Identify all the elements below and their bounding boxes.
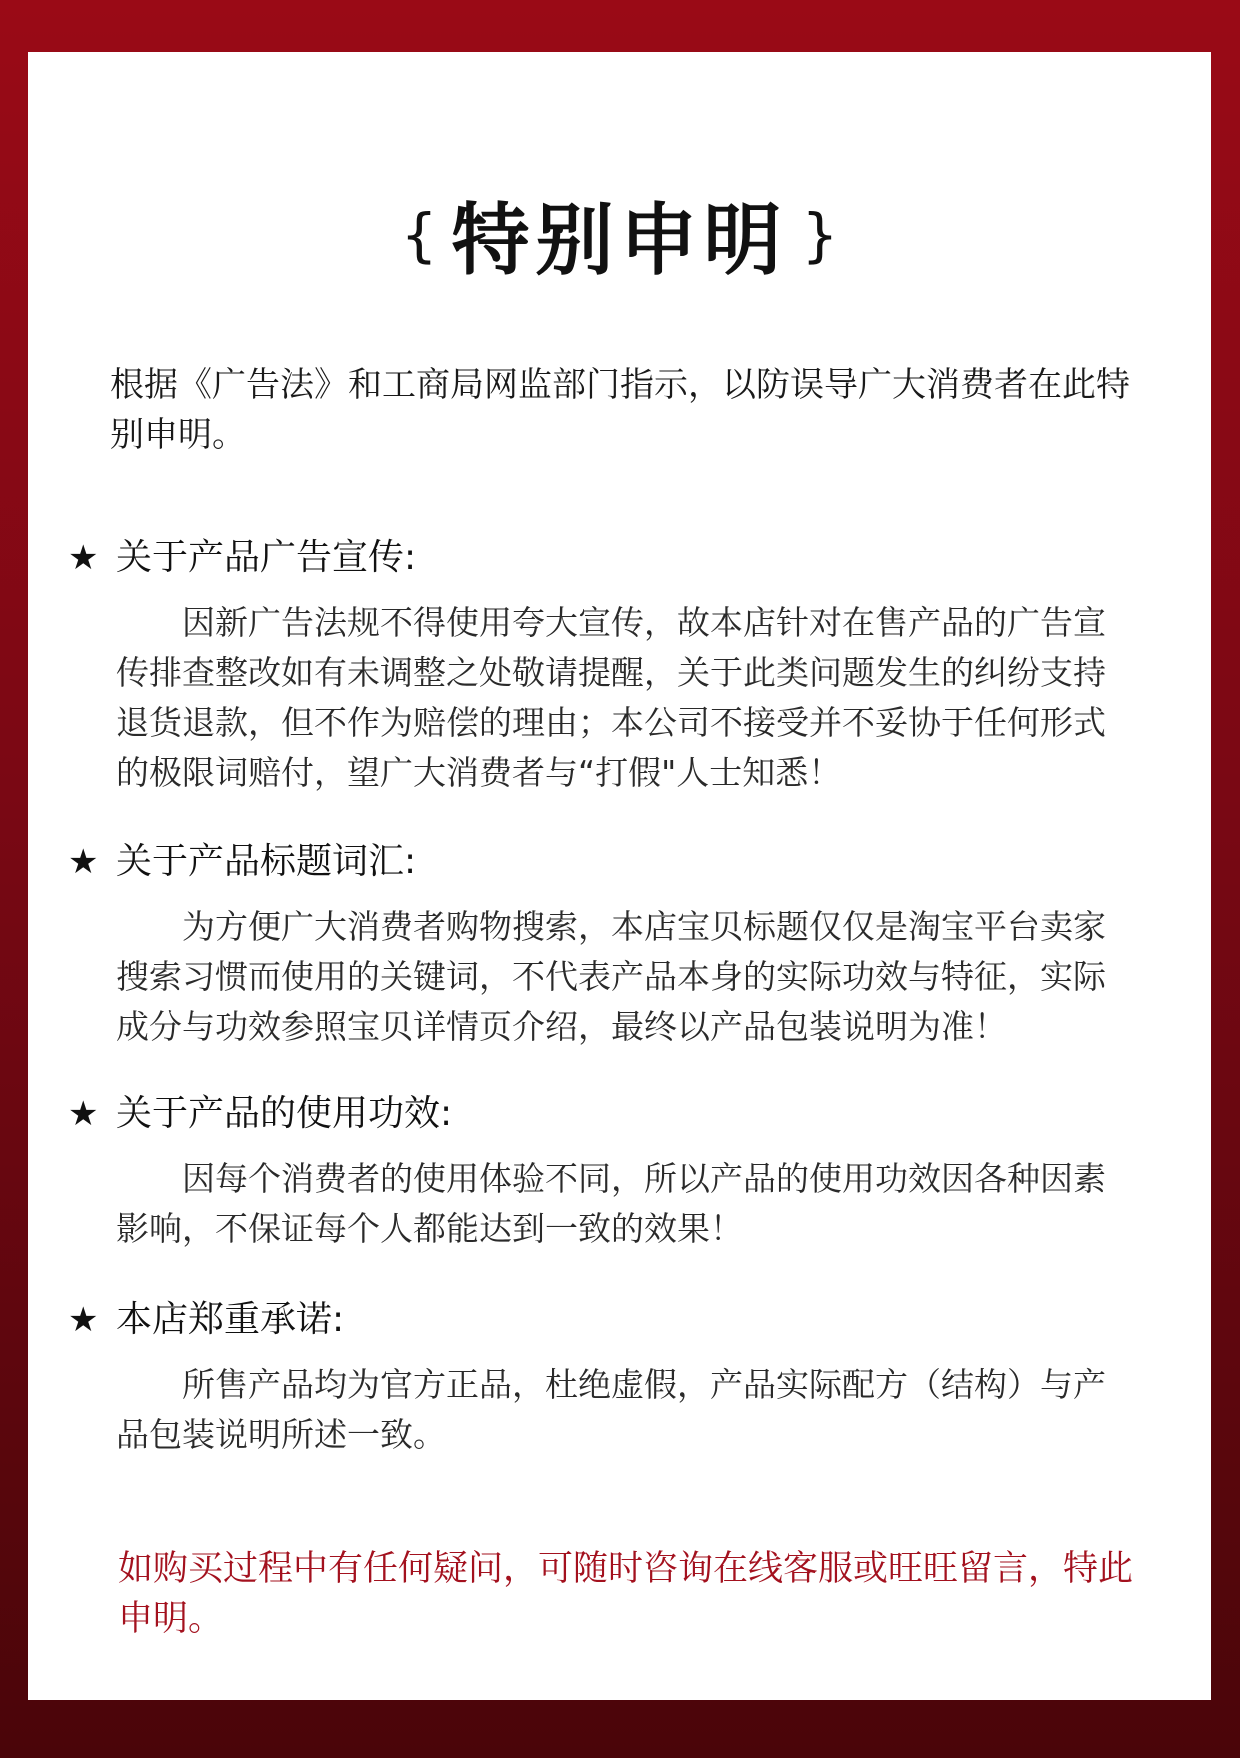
section-heading <box>68 836 1148 888</box>
section-heading <box>68 1088 1148 1140</box>
section-commitment <box>68 1294 1148 1460</box>
section-heading <box>68 532 1148 584</box>
star-icon: ★ <box>68 842 99 882</box>
page-title: 特别申明 <box>451 196 788 286</box>
section-efficacy <box>68 1088 1148 1254</box>
section-title: 关于产品广告宣传: <box>116 537 417 578</box>
section-title-keywords <box>68 836 1148 1052</box>
left-brace: { <box>400 201 438 269</box>
section-advertising <box>68 532 1148 798</box>
section-title: 关于产品的使用功效: <box>116 1093 453 1134</box>
section-body: 为方便广大消费者购物搜索，本店宝贝标题仅仅是淘宝平台卖家搜索习惯而使用的关键词，不代表产品本身的实际功效与特征，实际成分与功效参照宝贝详情页介绍，最终以产品包装说明为准！ <box>116 907 1106 1046</box>
title-block <box>28 196 1211 286</box>
statement-card <box>28 52 1211 1700</box>
contact-notice: 如购买过程中有任何疑问，可随时咨询在线客服或旺旺留言，特此申明。 <box>118 1549 1134 1639</box>
star-icon: ★ <box>68 1300 99 1340</box>
section-heading <box>68 1294 1148 1346</box>
section-body: 因新广告法规不得使用夸大宣传，故本店针对在售产品的广告宣传排查整改如有未调整之处敬请提醒，关于此类问题发生的纠纷支持退货退款，但不作为赔偿的理由；本公司不接受并不妥协于任何形式的极限词赔付，望广大消费者与“打假"人士知悉！ <box>116 603 1106 792</box>
right-brace: } <box>801 201 839 269</box>
star-icon: ★ <box>68 538 99 578</box>
section-body: 因每个消费者的使用体验不同，所以产品的使用功效因各种因素影响，不保证每个人都能达到一致的效果！ <box>116 1159 1106 1248</box>
section-title: 本店郑重承诺: <box>116 1299 345 1340</box>
intro-paragraph: 根据《广告法》和工商局网监部门指示，以防误导广大消费者在此特别申明。 <box>110 365 1130 455</box>
section-title: 关于产品标题词汇: <box>116 841 417 882</box>
section-body: 所售产品均为官方正品，杜绝虚假，产品实际配方（结构）与产品包装说明所述一致。 <box>116 1365 1106 1454</box>
star-icon: ★ <box>68 1094 99 1134</box>
